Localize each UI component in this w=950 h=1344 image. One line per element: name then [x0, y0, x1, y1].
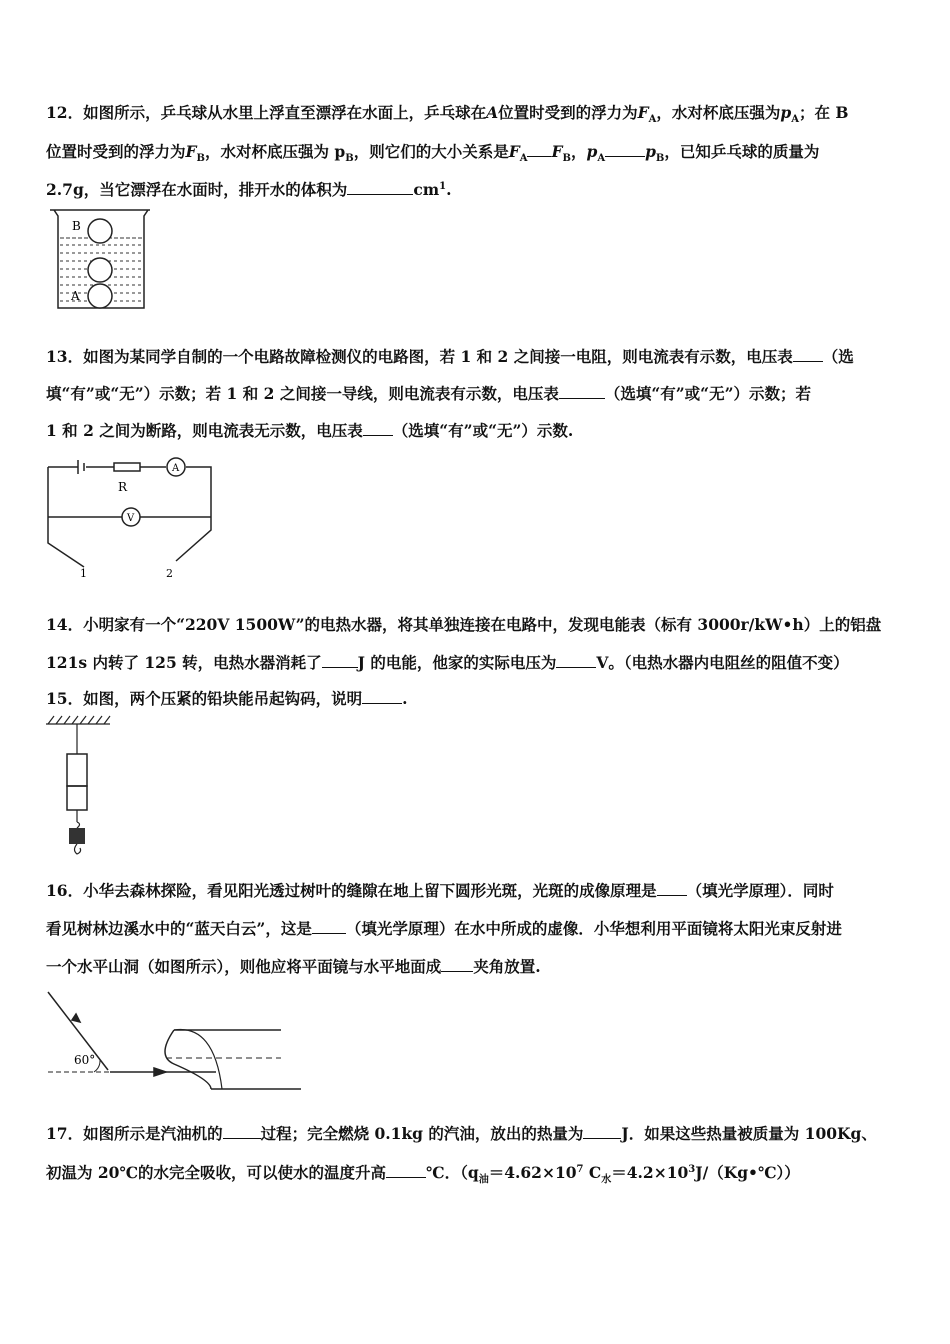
q12-line-3 — [46, 177, 452, 200]
beaker-figure — [46, 208, 156, 316]
q17-line-1 — [46, 1123, 877, 1144]
q13-text: （选 — [822, 347, 854, 366]
q17-text: C — [583, 1163, 602, 1183]
q17-text: 3 — [688, 1164, 696, 1175]
q17-line-2 — [46, 1160, 800, 1190]
answer-blank[interactable] — [793, 346, 823, 362]
q12-text: F — [508, 142, 520, 161]
q12-text: B — [345, 153, 354, 165]
answer-blank[interactable] — [559, 383, 605, 399]
q12-text: 2.7g，当它漂浮在水面时，排开水的体积为 — [46, 180, 348, 200]
q12-text: . — [446, 180, 452, 200]
q12-text: p — [645, 142, 656, 161]
q14-text: 121s 内转了 125 转，电热水器消耗了 — [46, 653, 322, 672]
q13-line-3 — [46, 420, 573, 441]
q13-line-1 — [46, 346, 854, 367]
q15-text: 15．如图，两个压紧的铅块能吊起钩码，说明 — [46, 689, 363, 708]
q17-text: J/（Kg•℃）） — [695, 1163, 800, 1183]
q16-line-1 — [46, 880, 834, 901]
q16-text: 夹角放置. — [473, 957, 541, 976]
lead-blocks-figure — [46, 714, 116, 859]
answer-blank[interactable] — [605, 141, 645, 157]
q12-text: 位置时受到的浮力为 — [498, 103, 638, 122]
q17-text: 过程；完全燃烧 0.1kg 的汽油，放出的热量为 — [260, 1124, 584, 1143]
q12-text: ；在 B — [799, 103, 849, 122]
q16-text: （填光学原理）．同时 — [686, 881, 834, 900]
q13-text: （选填“有”或“无”）示数. — [392, 421, 574, 440]
q12-line-2 — [46, 141, 819, 169]
q12-text: A — [486, 103, 499, 122]
q12-text: ，水对杯底压强为 p — [204, 142, 346, 161]
hook-weight — [69, 828, 85, 844]
answer-blank[interactable] — [527, 141, 551, 157]
terminal-2-label: 2 — [166, 567, 173, 580]
q15-line-1 — [46, 688, 407, 709]
q17-text: ℃．（q — [426, 1163, 479, 1183]
q13-line-2 — [46, 383, 811, 404]
q16-text: （填光学原理）在水中所成的虚像．小华想利用平面镜将太阳光束反射进 — [345, 919, 842, 938]
q17-text: J．如果这些热量被质量为 100Kg、 — [621, 1124, 877, 1143]
answer-blank[interactable] — [223, 1123, 261, 1139]
q16-line-2 — [46, 918, 842, 939]
q12-text: cm — [413, 180, 440, 200]
q14-line-1 — [46, 615, 881, 635]
q12-text: ，则它们的大小关系是 — [353, 142, 509, 161]
q14-line-2 — [46, 652, 849, 673]
q12-text: 1 — [439, 181, 447, 192]
q12-text: A — [648, 114, 657, 126]
q12-text: p — [780, 103, 792, 122]
answer-blank[interactable] — [312, 918, 346, 934]
q16-text: 16．小华去森林探险，看见阳光透过树叶的缝隙在地上留下圆形光斑，光斑的成像原理是 — [46, 881, 657, 900]
q12-text: 12．如图所示，乒乓球从水里上浮直至漂浮在水面上，乒乓球在 — [46, 103, 487, 122]
q12-text: B — [655, 153, 665, 165]
answer-blank[interactable] — [322, 652, 358, 668]
q17-text: 初温为 20℃的水完全吸收，可以使水的温度升高 — [46, 1163, 387, 1183]
q17-text: 7 — [576, 1164, 584, 1175]
q12-text: F — [551, 142, 563, 161]
ball-middle — [88, 258, 112, 282]
q12-text: ， — [570, 142, 587, 161]
label-a: A — [71, 289, 80, 303]
answer-blank[interactable] — [583, 1123, 621, 1139]
q13-text: 填“有”或“无”）示数；若 1 和 2 之间接一导线，则电流表有示数，电压表 — [46, 384, 559, 403]
q12-text: F — [637, 103, 649, 122]
q16-text: 一个水平山洞（如图所示），则他应将平面镜与水平地面成 — [46, 957, 442, 976]
q12-text: ，水对杯底压强为 — [656, 103, 781, 122]
q13-text: 1 和 2 之间为断路，则电流表无示数，电压表 — [46, 421, 363, 440]
ball-b — [88, 219, 112, 243]
q16-line-3 — [46, 956, 541, 977]
q12-text: p — [586, 142, 598, 161]
q14-text: V。（电热水器内电阻丝的阻值不变） — [596, 653, 849, 672]
q12-text: ，已知乒乓球的质量为 — [664, 142, 820, 161]
q16-text: 看见树林边溪水中的“蓝天白云”，这是 — [46, 919, 312, 938]
ammeter-label: A — [172, 463, 180, 474]
answer-blank[interactable] — [441, 956, 473, 972]
q14-text: 14．小明家有一个“220V 1500W”的电热水器，将其单独连接在电路中，发现电能表（标有 3000r/kW•h）上的铝盘 — [46, 615, 882, 634]
voltmeter-label: V — [127, 513, 135, 524]
answer-blank[interactable] — [657, 880, 687, 896]
q14-text: J 的电能，他家的实际电压为 — [357, 653, 557, 672]
terminal-1-label: 1 — [80, 567, 87, 580]
answer-blank[interactable] — [362, 688, 402, 704]
ball-a — [88, 284, 112, 308]
q12-text: A — [791, 114, 800, 126]
q12-text: F — [185, 142, 197, 161]
circuit-figure — [46, 455, 216, 580]
q13-text: 13．如图为某同学自制的一个电路故障检测仪的电路图，若 1 和 2 之间接一电阻，则电流表有示数，电压表 — [46, 347, 793, 366]
q13-text: （选填“有”或“无”）示数；若 — [604, 384, 811, 403]
q17-text: 17．如图所示是汽油机的 — [46, 1124, 223, 1143]
resistor-label: R — [118, 480, 128, 494]
q12-text: B — [562, 153, 571, 165]
q17-text: ＝4.62×10 — [488, 1163, 577, 1183]
answer-blank[interactable] — [363, 420, 393, 436]
q12-text: 位置时受到的浮力为 — [46, 142, 186, 161]
q17-text: 水 — [601, 1174, 612, 1186]
answer-blank[interactable] — [386, 1162, 426, 1178]
q12-line-1 — [46, 103, 849, 130]
q17-text: ＝4.2×10 — [611, 1163, 689, 1183]
label-b: B — [72, 219, 81, 233]
light-reflection-figure — [46, 990, 306, 1095]
angle-label: 60° — [74, 1053, 96, 1067]
q15-text: . — [402, 689, 408, 708]
q12-text: B — [196, 153, 205, 165]
q12-text: A — [597, 153, 606, 165]
answer-blank[interactable] — [347, 179, 413, 195]
q12-text: A — [519, 153, 528, 165]
answer-blank[interactable] — [556, 652, 596, 668]
q17-text: 油 — [478, 1174, 489, 1186]
